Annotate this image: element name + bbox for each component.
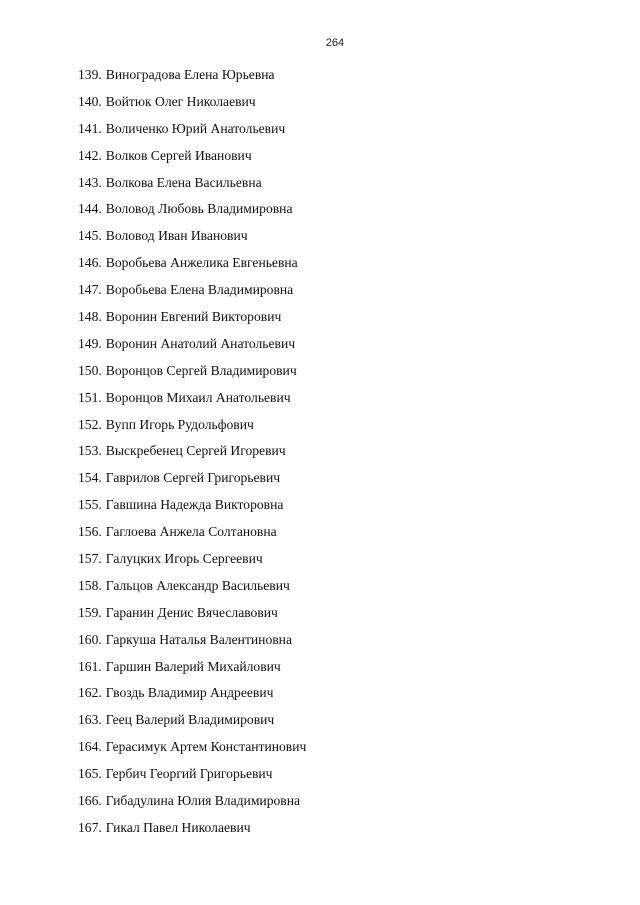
- item-name: Воробьева Анжелика Евгеньевна: [105, 255, 298, 271]
- item-name: Виноградова Елена Юрьевна: [105, 67, 275, 82]
- item-name: Воронин Анатолий Анатольевич: [105, 335, 296, 351]
- list-item: [78, 198, 306, 225]
- item-number: 161.: [78, 658, 102, 674]
- item-number: 167.: [78, 819, 102, 835]
- page-number: 264: [325, 37, 345, 49]
- item-number: 142.: [78, 147, 102, 163]
- item-name: Воличенко Юрий Анатольевич: [105, 120, 286, 136]
- item-number: 143.: [78, 174, 102, 190]
- item-number: 164.: [78, 739, 102, 755]
- list-item: [78, 414, 306, 441]
- item-number: 158.: [78, 577, 102, 593]
- list-item: [78, 172, 306, 199]
- list-item: [78, 548, 306, 575]
- item-number: 140.: [78, 93, 102, 109]
- item-number: 159.: [78, 604, 102, 620]
- item-number: 144.: [78, 201, 102, 217]
- item-number: 139.: [78, 67, 102, 82]
- item-name: Воронин Евгений Викторович: [105, 309, 282, 325]
- list-item: [78, 575, 306, 602]
- list-item: [78, 817, 306, 844]
- list-item: [78, 656, 306, 683]
- item-number: 154.: [78, 470, 102, 486]
- item-number: 153.: [78, 443, 102, 459]
- item-number: 146.: [78, 255, 102, 271]
- item-name: Гаршин Валерий Михайлович: [105, 658, 281, 674]
- list-item: [78, 360, 306, 387]
- list-item: [78, 387, 306, 414]
- item-name: Воловод Любовь Владимировна: [105, 201, 293, 217]
- list-item: [78, 306, 306, 333]
- item-name: Воронцов Сергей Владимирович: [105, 362, 297, 378]
- item-name: Гербич Георгий Григорьевич: [105, 766, 273, 782]
- item-number: 150.: [78, 362, 102, 378]
- list-item: [78, 333, 306, 360]
- item-number: 160.: [78, 631, 102, 647]
- list-item: [78, 736, 306, 763]
- item-name: Гикал Павел Николаевич: [105, 819, 251, 835]
- list-item: [78, 682, 306, 709]
- item-number: 141.: [78, 120, 102, 136]
- item-name: Галуцких Игорь Сергеевич: [105, 551, 263, 567]
- item-number: 147.: [78, 282, 102, 298]
- item-name: Воронцов Михаил Анатольевич: [105, 389, 291, 405]
- list-item: [78, 521, 306, 548]
- list-item: [78, 118, 306, 145]
- item-number: 155.: [78, 497, 102, 513]
- item-name: Волкова Елена Васильевна: [105, 174, 262, 190]
- list-item: [78, 440, 306, 467]
- item-number: 151.: [78, 389, 102, 405]
- list-item: [78, 252, 306, 279]
- item-name: Гаврилов Сергей Григорьевич: [105, 470, 281, 486]
- item-name: Гаркуша Наталья Валентиновна: [105, 631, 292, 647]
- item-number: 148.: [78, 309, 102, 325]
- item-name: Гавшина Надежда Викторовна: [105, 497, 284, 513]
- item-number: 166.: [78, 793, 102, 809]
- item-number: 157.: [78, 551, 102, 567]
- item-number: 165.: [78, 766, 102, 782]
- item-name: Выскребенец Сергей Игоревич: [105, 443, 286, 459]
- item-name: Воловод Иван Иванович: [105, 228, 248, 244]
- list-item: [78, 494, 306, 521]
- item-name: Герасимук Артем Константинович: [105, 739, 307, 755]
- list-item: [78, 790, 306, 817]
- item-number: 163.: [78, 712, 102, 728]
- list-item: [78, 145, 306, 172]
- item-name: Гаранин Денис Вячеславович: [105, 604, 278, 620]
- list-item: [78, 602, 306, 629]
- list-item: [78, 91, 306, 118]
- item-name: Гибадулина Юлия Владимировна: [105, 793, 301, 809]
- item-number: 145.: [78, 228, 102, 244]
- item-name: Гвоздь Владимир Андреевич: [105, 685, 274, 701]
- list-item: [78, 763, 306, 790]
- list-item: [78, 467, 306, 494]
- item-number: 156.: [78, 524, 102, 540]
- list-item: [78, 629, 306, 656]
- item-name: Гаглоева Анжела Солтановна: [105, 524, 277, 540]
- item-name: Вупп Игорь Рудольфович: [105, 416, 254, 432]
- list-item: [78, 279, 306, 306]
- item-name: Войтюк Олег Николаевич: [105, 93, 256, 109]
- item-number: 162.: [78, 685, 102, 701]
- item-number: 152.: [78, 416, 102, 432]
- item-number: 149.: [78, 335, 102, 351]
- item-name: Геец Валерий Владимирович: [105, 712, 275, 728]
- list-item: [78, 709, 306, 736]
- item-name: Волков Сергей Иванович: [105, 147, 252, 163]
- name-list: [78, 64, 306, 844]
- list-item: [78, 225, 306, 252]
- item-name: Воробьева Елена Владимировна: [105, 282, 294, 298]
- item-name: Гальцов Александр Васильевич: [105, 577, 290, 593]
- list-item: [78, 64, 306, 91]
